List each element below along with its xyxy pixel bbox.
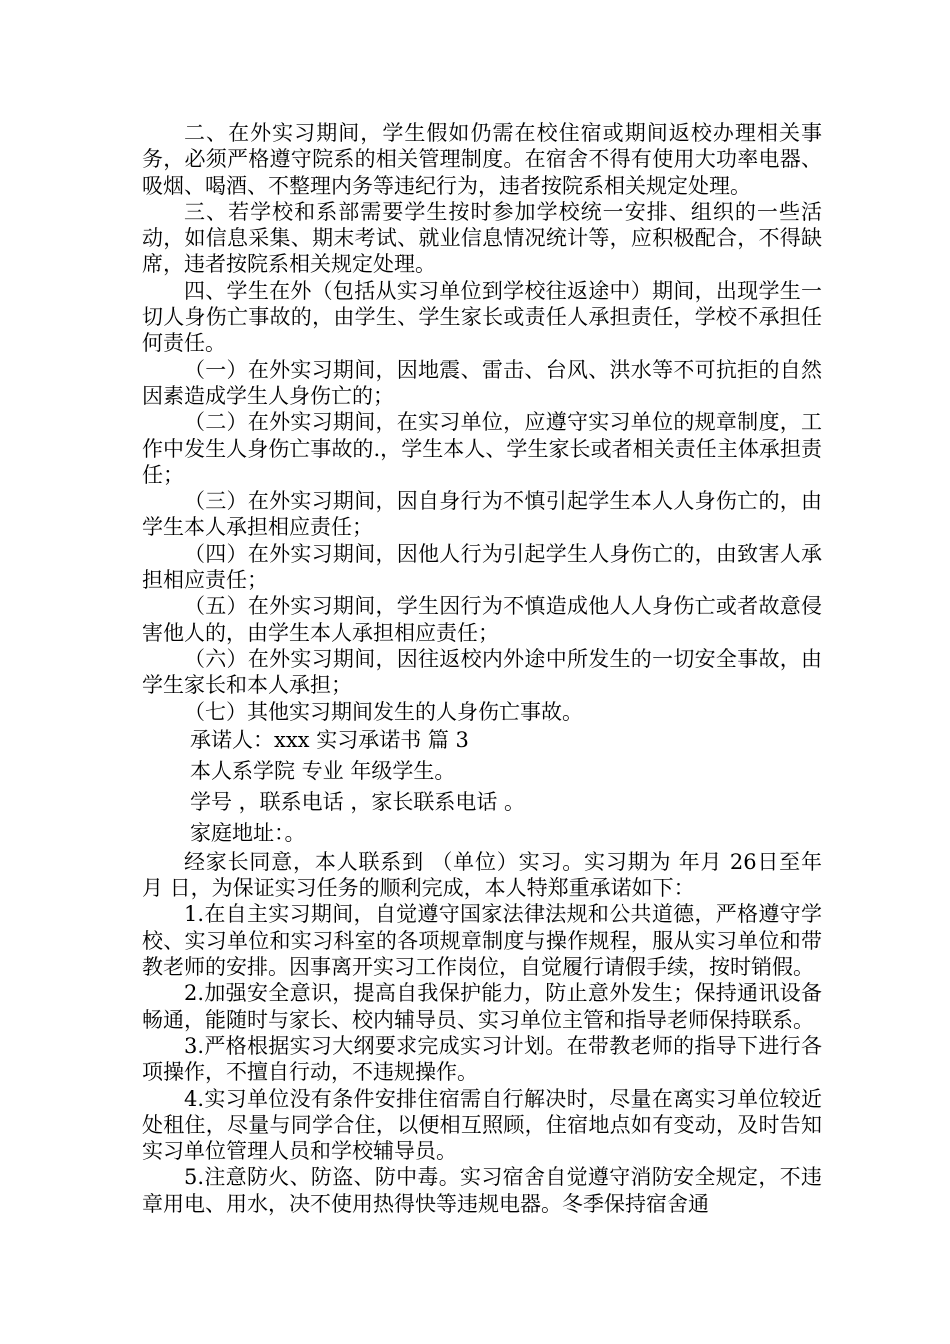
- paragraph-pledge-2: 2.加强安全意识，提高自我保护能力，防止意外发生；保持通讯设备畅通，能随时与家长、校内辅导员、实习单位主管和指导老师保持联系。: [142, 981, 822, 1032]
- paragraph-item-5: （五）在外实习期间，学生因行为不慎造成他人人身伤亡或者故意侵害他人的，由学生本人承担相应责任；: [142, 594, 822, 645]
- paragraph-rule-3: 三、若学校和系部需要学生按时参加学校统一安排、组织的一些活动，如信息采集、期末考试、就业信息情况统计等，应积极配合，不得缺席，违者按院系相关规定处理。: [142, 199, 822, 277]
- paragraph-student-info: 本人系学院 专业 年级学生。: [190, 758, 456, 783]
- paragraph-pledge-5: 5.注意防火、防盗、防中毒。实习宿舍自觉遵守消防安全规定，不违章用电、用水，决不使用热得快等违规电器。冬季保持宿舍通: [142, 1165, 822, 1216]
- paragraph-item-2: （二）在外实习期间，在实习单位，应遵守实习单位的规章制度，工作中发生人身伤亡事故的.，学生本人、学生家长或者相关责任主体承担责任；: [142, 410, 822, 487]
- paragraph-pledge-4: 4.实习单位没有条件安排住宿需自行解决时，尽量在离实习单位较近处租住，尽量与同学合住，以便相互照顾，住宿地点如有变动，及时告知实习单位管理人员和学校辅导员。: [142, 1086, 822, 1164]
- paragraph-rule-2: 二、在外实习期间，学生假如仍需在校住宿或期间返校办理相关事务，必须严格遵守院系的相关管理制度。在宿舍不得有使用大功率电器、吸烟、喝酒、不整理内务等违纪行为，违者按院系相关规定处理。: [142, 121, 822, 198]
- paragraph-item-6: （六）在外实习期间，因往返校内外途中所发生的一切安全事故，由学生家长和本人承担；: [142, 646, 822, 698]
- paragraph-rule-4: 四、学生在外（包括从实习单位到学校往返途中）期间，出现学生一切人身伤亡事故的，由学生、学生家长或责任人承担责任，学校不承担任何责任。: [142, 278, 822, 356]
- paragraph-item-3: （三）在外实习期间，因自身行为不慎引起学生本人人身伤亡的，由学生本人承担相应责任；: [142, 489, 822, 540]
- paragraph-home-address: 家庭地址：。: [190, 820, 306, 845]
- paragraph-pledger-heading: 承诺人：xxx 实习承诺书 篇 3: [190, 727, 469, 752]
- paragraph-pledge-3: 3.严格根据实习大纲要求完成实习计划。在带教老师的指导下进行各项操作，不擅自行动，不违规操作。: [142, 1033, 822, 1085]
- document-body: [142, 120, 822, 1217]
- paragraph-pledge-1: 1.在自主实习期间，自觉遵守国家法律法规和公共道德，严格遵守学校、实习单位和实习科室的各项规章制度与操作规程，服从实习单位和带教老师的安排。因事离开实习工作岗位，自觉履行请假手续，按时销假。: [142, 902, 822, 980]
- paragraph-item-7: （七）其他实习期间发生的人身伤亡事故。: [184, 699, 583, 724]
- paragraph-item-1: （一）在外实习期间，因地震、雷击、台风、洪水等不可抗拒的自然因素造成学生人身伤亡的；: [142, 357, 822, 408]
- paragraph-intro: 经家长同意，本人联系到 （单位）实习。实习期为 年月 26日至年 月 日，为保证实习任务的顺利完成，本人特郑重承诺如下：: [142, 849, 822, 901]
- paragraph-contact-info: 学号 ，联系电话 ，家长联系电话 。: [190, 789, 526, 814]
- paragraph-item-4: （四）在外实习期间，因他人行为引起学生人身伤亡的，由致害人承担相应责任；: [142, 541, 822, 593]
